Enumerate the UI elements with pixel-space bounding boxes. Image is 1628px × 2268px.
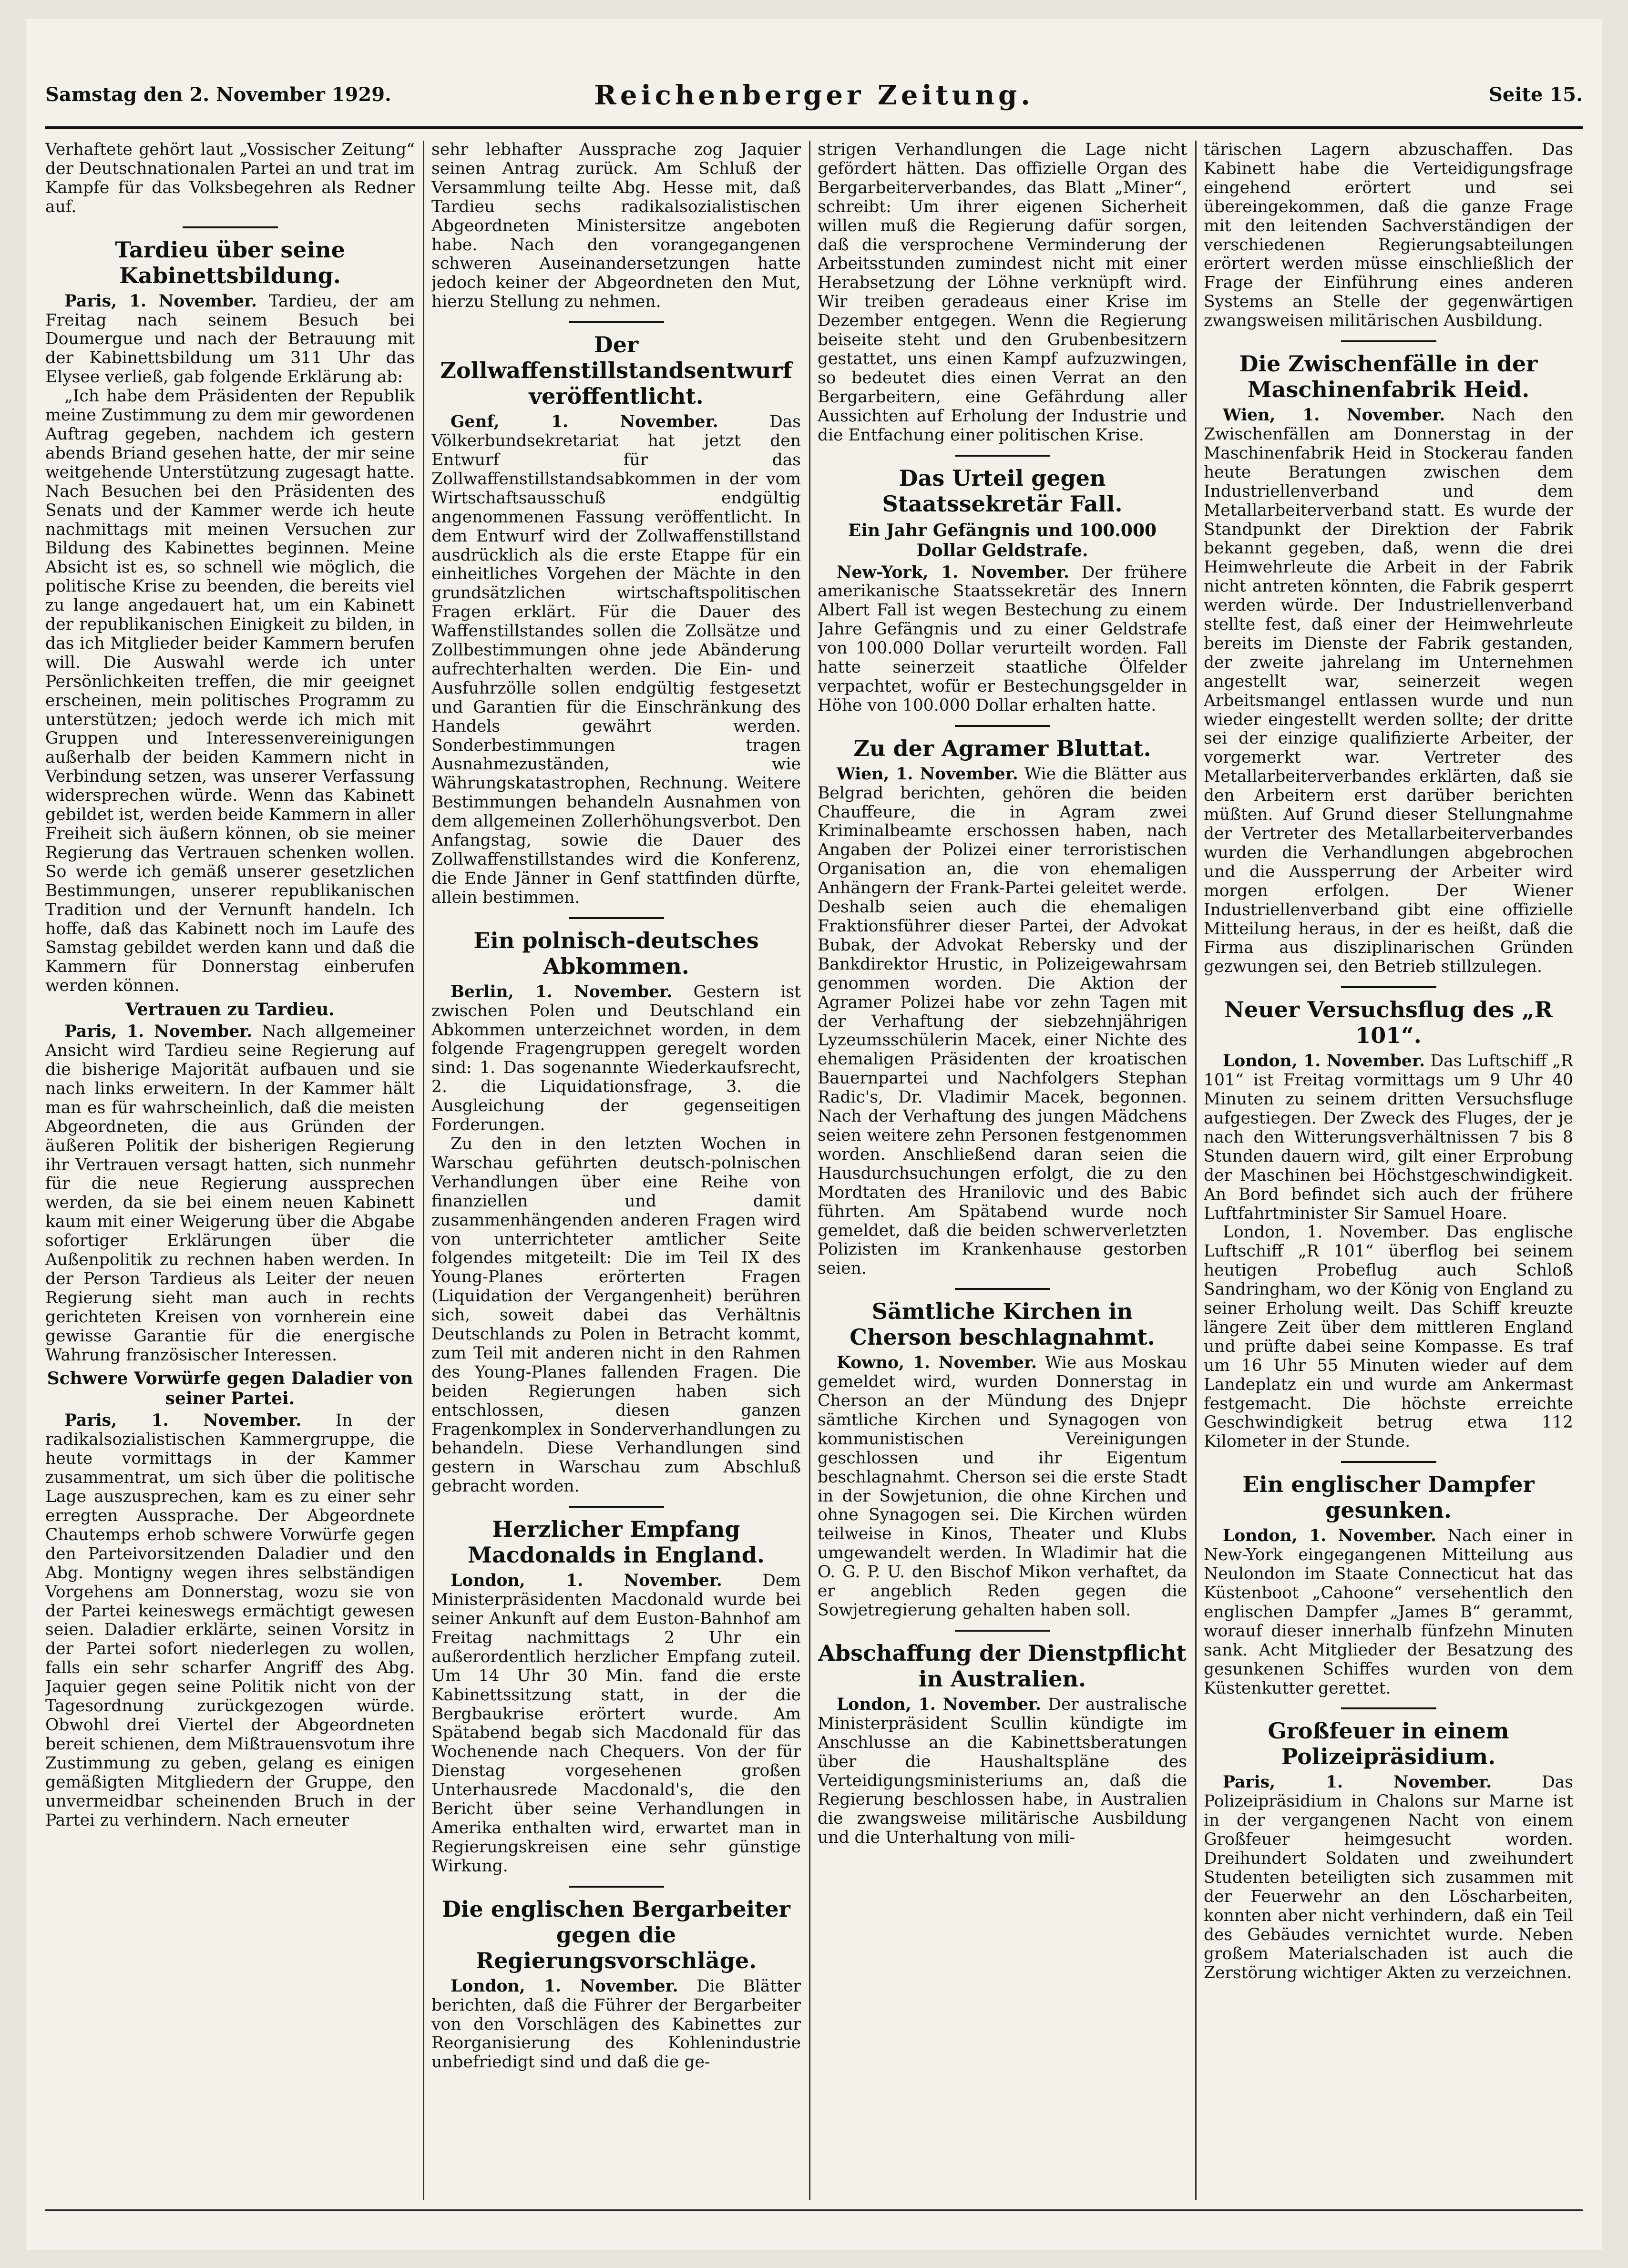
article-paragraph [1204, 1052, 1573, 1223]
article-separator [569, 917, 664, 919]
paragraph-text: „Ich habe dem Präsidenten der Republik meine Zustimmung zu dem mir gewordenen Auftrag gegeben, nachdem ich gestern abends Briand gesehen hatte, der mir seine weitgehende Unterstützung zugesagt hatte. Nach Besuchen bei den Präsidenten des Senats und der Kammer werde ich heute nachmittags mit meinen Versuchen zur Bildung des Kabinettes beginnen. Meine Absicht ist es, so schnell wie möglich, die politische Krise zu beenden, die bereits viel zu lange angedauert hat, um ein Kabinett der republikanischen Einigkeit zu bilden, in das ich Mitglieder beider Kammern berufen will. Die Auswahl werde ich unter Persönlichkeiten treffen, die mir geeignet erscheinen, mein politisches Programm zu unterstützen; jedoch werde ich mich mit Gruppen und Interessenvereinigungen außerhalb der beiden Kammern nicht in Verbindung setzen, was unserer Verfassung widersprechen würde. Wenn das Kabinett gebildet ist, werden beide Kammern in aller Freiheit sich äußern können, ob sie meiner Regierung das Vertrauen schenken wollen. So werde ich gemäß unserer gesetzlichen Bestimmungen, unserer republikanischen Tradition und der Vernunft handeln. Ich hoffe, daß das Kabinett noch im Laufe des Samstag gebildet werden kann und daß die Kammern für Donnerstag einberufen werden können. [45, 387, 415, 996]
article-headline: Neuer Versuchsflug des „R 101“. [1224, 997, 1553, 1049]
article-dateline: London, 1. November. [1223, 1526, 1437, 1546]
column-divider [809, 141, 810, 2200]
article-separator [1341, 1461, 1436, 1463]
paragraph-text: strigen Verhandlungen die Lage nicht gefördert hätten. Das offizielle Organ des Bergarbeiterverbandes, das Blatt „Miner“, schreibt: Um ihrer eigenen Sicherheit willen muß die Regierung dafür sorgen, daß die versprochene Verminderung der Arbeitsstunden zumindest nicht mit einer Herabsetzung der Löhne verknüpft wird. Wir treiben geradeaus einer Krise im Dezember entgegen. Wenn die Regierung beiseite steht und den Grubenbesitzern gestattet, uns einen Kampf aufzuzwingen, so bedeutet dies einen Verrat an den Bergarbeitern, eine Gefährdung aller Aussichten auf Erholung der Industrie und die Entfachung einer politischen Krise. [818, 141, 1187, 445]
article-dateline: Paris, 1. November. [64, 1411, 302, 1430]
article-headline: Sämtliche Kirchen in Cherson beschlagnahmt. [850, 1298, 1155, 1350]
article-paragraph [1204, 141, 1573, 331]
article-dateline: Paris, 1. November. [1223, 1773, 1492, 1792]
paragraph-text: Gestern ist zwischen Polen und Deutschland ein Abkommen unterzeichnet worden, in dem folgende Fragengruppen geregelt worden sind: 1. Das sogenannte Wiederkaufsrecht, 2. die Liquidationsfrage, 3. die Ausgleichung der gegenseitigen Forderungen. [431, 982, 801, 1135]
article-paragraph [1204, 1527, 1573, 1698]
article-paragraph [45, 292, 415, 388]
article-headline: Großfeuer in einem Polizeipräsidium. [1268, 1718, 1509, 1770]
article-separator [1341, 1707, 1436, 1709]
article [45, 226, 415, 996]
paragraph-text: Verhaftete gehört laut „Vossischer Zeitung“ der Deutschnationalen Partei an und trat im Kampfe für das Volksbegehren als Redner auf. [45, 141, 415, 216]
article-separator [955, 455, 1050, 457]
article [818, 1288, 1187, 1620]
article-separator [1341, 986, 1436, 988]
article-headline: Tardieu über seine Kabinettsbildung. [115, 236, 345, 288]
article [431, 321, 801, 908]
article-separator [569, 1506, 664, 1508]
article-separator [569, 1886, 664, 1888]
article [45, 141, 415, 217]
article-dateline: Paris, 1. November. [64, 1022, 253, 1042]
article-separator [569, 321, 664, 323]
paragraph-text: Tardieu, der am Freitag nach seinem Besuch bei Doumergue und nach der Betrauung mit der Kabinettsbildung um 311 Uhr das Elysee verließ, gab folgende Erklärung ab: [45, 291, 415, 387]
article-paragraph [1204, 406, 1573, 977]
article-dateline: Genf, 1. November. [451, 412, 718, 432]
paragraph-text: sehr lebhafter Aussprache zog Jaquier seinen Antrag zurück. Am Schluß der Versammlung teilte Abg. Hesse mit, daß Tardieu sechs radikalsozialistischen Abgeordneten Ministersitze angeboten habe. Nach den vorangegangenen schweren Auseinandersetzungen hatte jedoch keiner der Abgeordneten den Mut, hierzu Stellung zu nehmen. [431, 141, 801, 312]
article-paragraph [431, 413, 801, 908]
paragraph-text: Der australische Ministerpräsident Scullin kündigte im Anschlusse an die Kabinettsberatungen über die Haushaltspläne des Verteidigungsministeriums an, daß die Regierung beschlossen habe, in Australien die zwangsweise militärische Ausbildung und die Unterhaltung von mili- [818, 1695, 1187, 1848]
article [818, 1630, 1187, 1848]
article-paragraph [431, 1572, 801, 1876]
article-paragraph [818, 1354, 1187, 1620]
article-paragraph [431, 1135, 801, 1496]
article-paragraph [431, 1977, 801, 2073]
article-paragraph [818, 141, 1187, 445]
paragraph-text: Das Polizeipräsidium in Chalons sur Marne ist in der vergangenen Nacht von einem Großfeuer heimgesucht worden. Dreihundert Soldaten und zweihundert Studenten beteiligten sich zusammen mit der Feuerwehr an den Löscharbeiten, konnten aber nicht verhindern, daß ein Teil des Gebäudes vernichtet wurde. Neben großem Materialschaden ist auch die Zerstörung wichtiger Akten zu verzeichnen. [1204, 1773, 1573, 1982]
paragraph-text: Das Völkerbundsekretariat hat jetzt den Entwurf für das Zollwaffenstillstandsabkommen in der vom Wirtschaftsausschuß endgültig angenommenen Fassung veröffentlicht. In dem Entwurf wird der Zollwaffenstillstand ausdrücklich als die erste Etappe für ein einheitliches Vorgehen der Mächte in den grundsätzlichen wirtschaftspolitischen Fragen erklärt. Für die Dauer des Waffenstillstandes sollen die Zollsätze und Zollbestimmungen ohne jede Abänderung aufrechterhalten werden. Die Ein- und Ausfuhrzölle sollen endgültig festgesetzt und Garantien für die Einschränkung des Handels gewährt werden. Sonderbestimmungen tragen Ausnahmezuständen, wie Währungskatastrophen, Rechnung. Weitere Bestimmungen behandeln Ausnahmen von dem allgemeinen Zollerhöhungsverbot. Den Anfangstag, sowie die Dauer des Zollwaffenstillstandes wird die Konferenz, die Ende Jänner in Genf stattfinden dürfte, allein bestimmen. [431, 412, 801, 907]
paragraph-text: Das Luftschiff „R 101“ ist Freitag vormittags um 9 Uhr 40 Minuten zu seinem dritten Versuchsfluge aufgestiegen. Der Zweck des Fluges, der je nach den Witterungsverhältnissen 7 bis 8 Stunden dauern wird, gilt einer Erprobung der Maschinen bei Höchstgeschwindigkeit. An Bord befindet sich auch der frühere Luftfahrtminister Sir Samuel Hoare. [1204, 1052, 1573, 1223]
article-dateline: London, 1. November. [451, 1571, 722, 1591]
paragraph-text: Nach einer in New-York eingegangenen Mitteilung aus Neulondon im Staate Connecticut hat das Küstenboot „Cahoone“ versehentlich den englischen Dampfer „James B“ gerammt, worauf dieser innerhalb fünfzehn Minuten sank. Acht Mitglieder der Besatzung des gesunkenen Schiffes wurden von dem Küstenkutter gerettet. [1204, 1526, 1573, 1698]
paragraph-text: Wie die Blätter aus Belgrad berichten, gehören die beiden Chauffeure, die in Agram zwei Kriminalbeamte erschossen haben, nach Angaben der Polizei einer terroristischen Organisation an, die von ehemaligen Anhängern der Frank-Partei geleitet werde. Deshalb seien auch die ehemaligen Fraktionsführer dieser Partei, der Advokat Bubak, der Advokat Rebersky und der Bankdirektor Hrustic, in Polizeigewahrsam genommen worden. Die Aktion der Agramer Polizei habe vor zehn Tagen mit der Verhaftung der siebzehnjährigen Lyzeumsschülerin Macek, einer Nichte des ehemaligen Präsidenten der kroatischen Bauernpartei und Nachfolgers Stephan Radic's, Dr. Vladimir Macek, begonnen. Nach der Verhaftung des jungen Mädchens seien weitere zehn Personen festgenommen worden. Anschließend daran seien die Hausdurchsuchungen erfolgt, die zu den Mordtaten des Hranilovic und des Babic führten. Am Spätabend wurde noch gemeldet, daß die beiden schwerverletzten Polizisten im Krankenhause gestorben seien. [818, 764, 1187, 1278]
paragraph-text: Wie aus Moskau gemeldet wird, wurden Donnerstag in Cherson an der Mündung des Dnjepr sämtliche Kirchen und Synagogen von kommunistischen Vereinigungen geschlossen und ihr Eigentum beschlagnahmt. Cherson sei die erste Stadt in der Sowjetunion, die ohne Kirchen und ohne Synagogen sei. Die Kirchen würden teilweise in Kinos, Theater und Klubs umgewandelt werden. In Wladimir hat die O. G. P. U. den Bischof Mikon verhaftet, da er angeblich Reden gegen die Sowjetregierung gehalten haben soll. [818, 1353, 1187, 1620]
article-dateline: London, 1. November. [837, 1695, 1042, 1714]
article-paragraph [431, 983, 801, 1135]
paragraph-text: In der radikalsozialistischen Kammergruppe, die heute vormittags in der Kammer zusammentrat, um sich über die politische Lage auszusprechen, kam es zu einer sehr erregten Aussprache. Der Abgeordnete Chautemps erhob schwere Vorwürfe gegen den Parteivorsitzenden Daladier und den Abg. Montigny wegen ihres selbständigen Vorgehens am Donnerstag, wozu sie von der Partei keineswegs ermächtigt gewesen seien. Daladier erklärte, seinen Vorsitz in der Partei sofort niederlegen zu wollen, falls ein sehr scharfer Angriff des Abg. Jaquier gegen seine Politik nicht von der Tagesordnung zurückgezogen würde. Obwohl drei Viertel der Abgeordneten bereit schienen, dem Mißtrauensvotum ihre Zustimmung zu geben, gelang es einigen gemäßigten Mitgliedern der Gruppe, den unvermeidbar scheinenden Bruch in der Partei zu verhindern. Nach erneuter [45, 1411, 415, 1830]
article-headline: Der Zollwaffenstillstandsentwurf veröffentlicht. [440, 332, 792, 409]
column-divider [1195, 141, 1197, 2200]
article [818, 455, 1187, 715]
article-separator [1341, 340, 1436, 342]
article-paragraph [45, 387, 415, 996]
article-paragraph [45, 1022, 415, 1365]
article [1204, 340, 1573, 977]
article-headline: Abschaffung der Dienstpflicht in Australien. [818, 1640, 1187, 1692]
article-paragraph [818, 563, 1187, 715]
article-separator [955, 1630, 1050, 1632]
article-paragraph [45, 1411, 415, 1830]
article [1204, 986, 1573, 1451]
article-dateline: London, 1. November. [1223, 1052, 1425, 1071]
article-dateline: Berlin, 1. November. [451, 982, 673, 1001]
paragraph-text: Dem Ministerpräsidenten Macdonald wurde bei seiner Ankunft auf dem Euston-Bahnhof am Freitag nachmittags 2 Uhr ein außerordentlich herzlicher Empfang zuteil. Um 14 Uhr 30 Min. fand die erste Kabinettssitzung statt, in der die Bergbaukrise erörtert wurde. Am Spätabend begab sich Macdonald für das Wochenende nach Chequers. Von der für Dienstag vorgesehenen großen Unterhausrede Macdonald's, die den Bericht über seine Verhandlungen in Amerika enthalten wird, erwartet man in Regierungskreisen eine sehr günstige Wirkung. [431, 1571, 801, 1876]
article [818, 725, 1187, 1278]
article-subheadline: Schwere Vorwürfe gegen Daladier von seiner Partei. [47, 1369, 413, 1409]
column-4 [1204, 141, 1573, 2200]
paragraph-text: Zu den in den letzten Wochen in Warschau geführten deutsch-polnischen Verhandlungen über eine Reihe von finanziellen und damit zusammenhängenden anderen Fragen wird von unterrichteter amtlicher Seite folgendes mitgeteilt: Die im Teil IX des Young-Planes erörterten Fragen (Liquidation der Vergangenheit) berühren sich, soweit dabei das Verhältnis Deutschlands zu Polen in Betracht kommt, zum Teil mit anderen nicht in den Rahmen des Young-Planes fallenden Fragen. Die beiden Regierungen haben sich entschlossen, diesen ganzen Fragenkomplex in Sonderverhandlungen zu behandeln. Diese Verhandlungen sind gestern in Warschau zum Abschluß gebracht worden. [431, 1134, 801, 1496]
column-divider [423, 141, 424, 2200]
article [431, 917, 801, 1496]
article [45, 1000, 415, 1365]
article-paragraph [1204, 1223, 1573, 1451]
article [45, 1369, 415, 1830]
paragraph-text: tärischen Lagern abzuschaffen. Das Kabinett habe die Verteidigungsfrage eingehend erörtert und sei übereingekommen, daß die ganze Frage mit den leitenden Sachverständigen der verschiedenen Regierungsabteilungen erörtert werden müsse einschließlich der Frage der Einführung eines anderen Systems an Stelle der gegenwärtigen zwangsweisen militärischen Ausbildung. [1204, 141, 1573, 331]
article-headline: Ein polnisch-deutsches Abkommen. [473, 927, 759, 979]
article-separator [955, 725, 1050, 727]
article [431, 1506, 801, 1876]
column-2 [431, 141, 801, 2200]
article-dateline: New-York, 1. November. [837, 562, 1070, 582]
article-headline: Das Urteil gegen Staatssekretär Fall. [882, 465, 1123, 517]
article-headline: Zu der Agramer Bluttat. [853, 735, 1151, 761]
article-headline: Ein englischer Dampfer gesunken. [1242, 1471, 1535, 1523]
article-dateline: Kowno, 1. November. [837, 1353, 1037, 1373]
article-subheadline: Vertrauen zu Tardieu. [125, 1000, 335, 1020]
page-number: Seite 15. [1489, 83, 1583, 106]
article [818, 141, 1187, 445]
article-dateline: Wien, 1. November. [837, 764, 1018, 784]
article [1204, 1707, 1573, 1982]
article-paragraph [818, 1696, 1187, 1848]
article-paragraph [45, 141, 415, 217]
column-1 [45, 141, 415, 2200]
article-dateline: Wien, 1. November. [1223, 406, 1445, 425]
paragraph-text: London, 1. November. Das englische Luftschiff „R 101“ überflog bei seinem heutigen Probeflug auch Schloß Sandringham, wo der König von England zu seiner Erholung weilt. Das Schiff kreuzte längere Zeit über dem mittleren England und prüfte dabei seine Kompasse. Es traf um 16 Uhr 55 Minuten wieder auf dem Landeplatz ein und wurde am Ankermast festgemacht. Die höchste erreichte Geschwindigkeit betrug etwa 112 Kilometer in der Stunde. [1204, 1223, 1573, 1451]
article [431, 1886, 801, 2073]
footer-rule [45, 2209, 1583, 2211]
article-paragraph [818, 765, 1187, 1278]
paragraph-text: Nach den Zwischenfällen am Donnerstag in der Maschinenfabrik Heid in Stockerau fanden heute Beratungen zwischen dem Industriellenverband und dem Metallarbeiterverband statt. Es wurde der Standpunkt der Direktion der Fabrik bekannt gegeben, daß, wenn die drei Heimwehrleute die Arbeit in der Fabrik nicht antreten könnten, die Fabrik gesperrt werden würde. Der Industriellenverband stellte fest, daß einer der Heimwehrleute bereits im Dienste der Fabrik gestanden, der zweite jahrelang im Unternehmen angestellt war, seinerzeit wegen Arbeitsmangel entlassen wurde und nun wieder eingestellt werden sollte; der dritte sei der einzige qualifizierte Arbeiter, der vorgemerkt war. Vertreter des Metallarbeiterverbandes erklärten, daß sie den Arbeitern erst darüber berichten müßten. Auf Grund dieser Stellungnahme der Vertreter des Metallarbeiterverbandes wurden die Verhandlungen abgebrochen und die Aussperrung der Arbeiter wird morgen erfolgen. Der Wiener Industriellenverband gibt eine offizielle Mitteilung heraus, in der es heißt, daß die Firma aus disziplinarischen Gründen gezwungen sei, den Betrieb stillzulegen. [1204, 406, 1573, 977]
article [1204, 141, 1573, 331]
article-dateline: Paris, 1. November. [64, 291, 257, 311]
paragraph-text: Nach allgemeiner Ansicht wird Tardieu seine Regierung auf die bisherige Majorität aufbauen und sie nach links erweitern. In der Kammer hält man es für wahrscheinlich, daß die meisten Abgeordneten, die aus Gründen der äußeren Politik der bisherigen Regierung ihr Vertrauen versagt hatten, sich nunmehr für die neue Regierung aussprechen werden, da sie bei einem neuen Kabinett kaum mit einer Weigerung über die Abgabe sofortiger Erklärungen über die Außenpolitik zu rechnen haben werden. In der Person Tardieus als Leiter der neuen Regierung sieht man auch in rechts gerichteten Kreisen von vornherein eine gewisse Garantie für die energische Wahrung französischer Interessen. [45, 1022, 415, 1365]
paragraph-text: Der frühere amerikanische Staatssekretär des Innern Albert Fall ist wegen Bestechung zu einem Jahre Gefängnis und zu einer Geldstrafe von 100.000 Dollar verurteilt worden. Fall hatte seinerzeit staatliche Ölfelder verpachtet, wofür er Bestechungsgelder in Höhe von 100.000 Dollar erhalten hatte. [818, 562, 1187, 715]
page-header [45, 80, 1583, 122]
article-paragraph [1204, 1773, 1573, 1982]
paragraph-text: Die Blätter berichten, daß die Führer der Bergarbeiter von den Vorschlägen des Kabinettes zur Reorganisierung des Kohlenindustrie unbefriedigt sind und daß die ge- [431, 1976, 801, 2072]
article [1204, 1461, 1573, 1698]
header-rule [45, 126, 1583, 129]
article-paragraph [431, 141, 801, 312]
article-subheadline: Ein Jahr Gefängnis und 100.000 Dollar Geldstrafe. [848, 520, 1157, 561]
article-dateline: London, 1. November. [451, 1976, 678, 1996]
newspaper-page [26, 19, 1602, 2250]
article-separator [955, 1288, 1050, 1290]
issue-date: Samstag den 2. November 1929. [45, 83, 391, 106]
article-separator [183, 226, 278, 228]
article [431, 141, 801, 312]
article-headline: Die Zwischenfälle in der Maschinenfabrik Heid. [1239, 351, 1538, 403]
column-3 [818, 141, 1187, 2200]
article-headline: Herzlicher Empfang Macdonalds in England. [468, 1516, 765, 1568]
article-headline: Die englischen Bergarbeiter gegen die Regierungsvorschläge. [442, 1896, 790, 1973]
newspaper-title: Reichenberger Zeitung. [594, 80, 1034, 111]
